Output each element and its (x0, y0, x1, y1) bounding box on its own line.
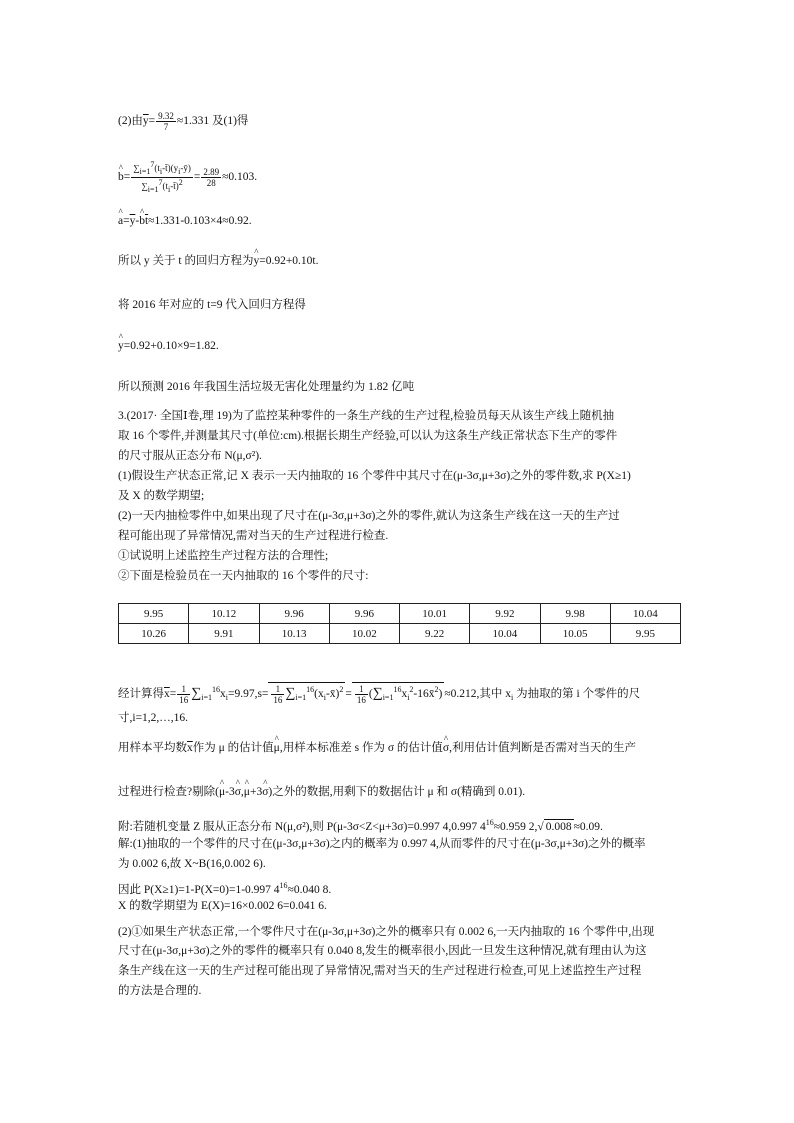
table-cell: 9.95 (119, 604, 189, 624)
table-cell: 10.04 (470, 624, 540, 644)
estimate-line-2: 过程进行检查?剔除(^ μ-3^ σ,^ μ+3^ σ)之外的数据,用剩下的数据估计 μ 和 σ(精确到 0.01). (118, 785, 525, 799)
table-cell: 9.91 (189, 624, 259, 644)
question-1-line-2: 及 X 的数学期望; (118, 490, 205, 502)
question-2-line-2: 程可能出现了异常情况,需对当天的生产过程进行检查. (118, 530, 389, 542)
table-cell: 9.92 (470, 604, 540, 624)
table-cell: 9.96 (259, 604, 329, 624)
solution-1-line-2: 为 0.002 6,故 X~B(16,0.002 6). (118, 858, 266, 870)
stat-line-2: 寸,i=1,2,…,16. (118, 712, 189, 724)
solution-1-line-3: 因此 P(X≥1)=1-P(X=0)=1-0.997 $4^{16}\approx 0.040$ 8. (118, 881, 332, 896)
line-conclusion: 所以预测 2016 年我国生活垃圾无害化处理量约为 1.82 亿吨 (118, 381, 415, 393)
solution-1-line-1: 解:(1)抽取的一个零件的尺寸在(μ-3σ,μ+3σ)之内的概率为 0.997 4,从而零件的尺寸在(μ-3σ,μ+3σ)之外的概率 (118, 838, 646, 850)
sample-table (118, 603, 681, 644)
question-2-line-4: ②下面是检验员在一天内抽取的 16 个零件的尺寸: (118, 570, 369, 582)
table-cell: 9.98 (540, 604, 610, 624)
question-2-line-3: ①试说明上述监控生产过程方法的合理性; (118, 550, 329, 562)
table-cell: 10.01 (400, 604, 470, 624)
table-cell: 10.02 (329, 624, 399, 644)
frac-den: 28 (206, 177, 216, 188)
problem-3-line-3: 的尺寸服从正态分布 N(μ,σ²). (118, 450, 262, 462)
solution-2-line-1: (2)①如果生产状态正常,一个零件尺寸在(μ-3σ,μ+3σ)之外的概率只有 0.002 6,一天内抽取的 16 个零件中,出现 (118, 926, 655, 938)
frac-num: 2.89 (203, 166, 220, 177)
solution-2-line-2: 尺寸在(μ-3σ,μ+3σ)之外的零件的概率只有 0.040 8,发生的概率很小,因此一旦发生这种情况,就有理由认为这 (118, 945, 647, 957)
estimate-line-1: 用样本平均数$\overline{x}$作为 μ 的估计值^ μ,用样本标准差 s 作为 σ 的估计值^ σ,利用估计值判断是否需对当天的生产 (118, 741, 636, 755)
solution-2-line-4: 的方法是合理的. (118, 985, 202, 997)
table-cell: 10.05 (540, 624, 610, 644)
table-cell: 10.13 (259, 624, 329, 644)
problem-3-line-2: 取 16 个零件,并测量其尺寸(单位:cm).根据长期生产经验,可以认为这条生产线正常状态下生产的零件 (118, 430, 618, 442)
problem-3-line-1: 3.(2017· 全国Ⅰ卷,理 19)为了监控某种零件的一条生产线的生产过程,检验员每天从该生产线上随机抽 (118, 410, 615, 422)
line-1: (2)由$\overline{y}=$ $\frac{9.32}{7}$ ≈1.331 及(1)得 (118, 111, 249, 132)
table-cell: 9.95 (610, 624, 680, 644)
table-cell: 9.96 (329, 604, 399, 624)
table-row (119, 624, 681, 644)
solution-2-line-3: 条生产线在这一天的生产过程可能出现了异常情况,需对当天的生产过程进行检查,可见上述监控生产过程 (118, 965, 642, 977)
line-b-formula: ^ b= $\frac{\sum i=17(ti-t̄)(yi-ȳ)}{\sum i=17(ti-t̄)2}$ = $\frac{2.89}{28}$ ≈0.103. (118, 160, 257, 195)
question-1-line-1: (1)假设生产状态正常,记 X 表示一天内抽取的 16 个零件中其尺寸在(μ-3σ,μ+3σ)之外的零件数,求 P(X≥1) (118, 470, 631, 482)
line-substitute: 将 2016 年对应的 t=9 代入回归方程得 (118, 299, 306, 311)
table-cell: 9.22 (400, 624, 470, 644)
stat-line: 经计算得$\overline{x}=$ $\frac{1}{16}$ $\sum_{i=1}^{16}x_i=9.97,s=$ $\frac{1}{16}$ $\sum_{i=1}^{16}(x_i-x̄)^2$ = $\frac{1}{16}$ $(\sum_{i=1}^{16}x_i^2-16x̄^2) \approx 0.212$,其中 $x_i$ 为抽取的第 i 个零件的尺 (118, 683, 641, 705)
line-prediction: ^ y=0.92+0.10×9=1.82. (118, 339, 219, 353)
table-cell: 10.04 (610, 604, 680, 624)
line-a-formula: ^ $a=\overline{y}-\^{}$ $b\overline{t}\approx 1.331-0.103\times 4\approx 0.92$. (118, 214, 252, 228)
appendix-note: 附:若随机变量 Z 服从正态分布 N(μ,σ²),则 P(μ-3σ<Z<μ+3σ)=0.997 4,0.997 $4^{16}\approx 0.959$ 2,√ 0.008 ≈0.09. (118, 818, 603, 833)
table-cell: 10.26 (119, 624, 189, 644)
table-cell: 10.12 (189, 604, 259, 624)
question-2-line-1: (2)一天内抽检零件中,如果出现了尺寸在(μ-3σ,μ+3σ)之外的零件,就认为这条生产线在这一天的生产过 (118, 510, 620, 522)
table-row (119, 604, 681, 624)
solution-1-line-4: X 的数学期望为 E(X)=16×0.002 6=0.041 6. (118, 900, 327, 912)
line-regression: 所以 y 关于 t 的回归方程为^ y=0.92+0.10t. (118, 254, 319, 268)
b-value: ≈0.103. (222, 170, 258, 183)
